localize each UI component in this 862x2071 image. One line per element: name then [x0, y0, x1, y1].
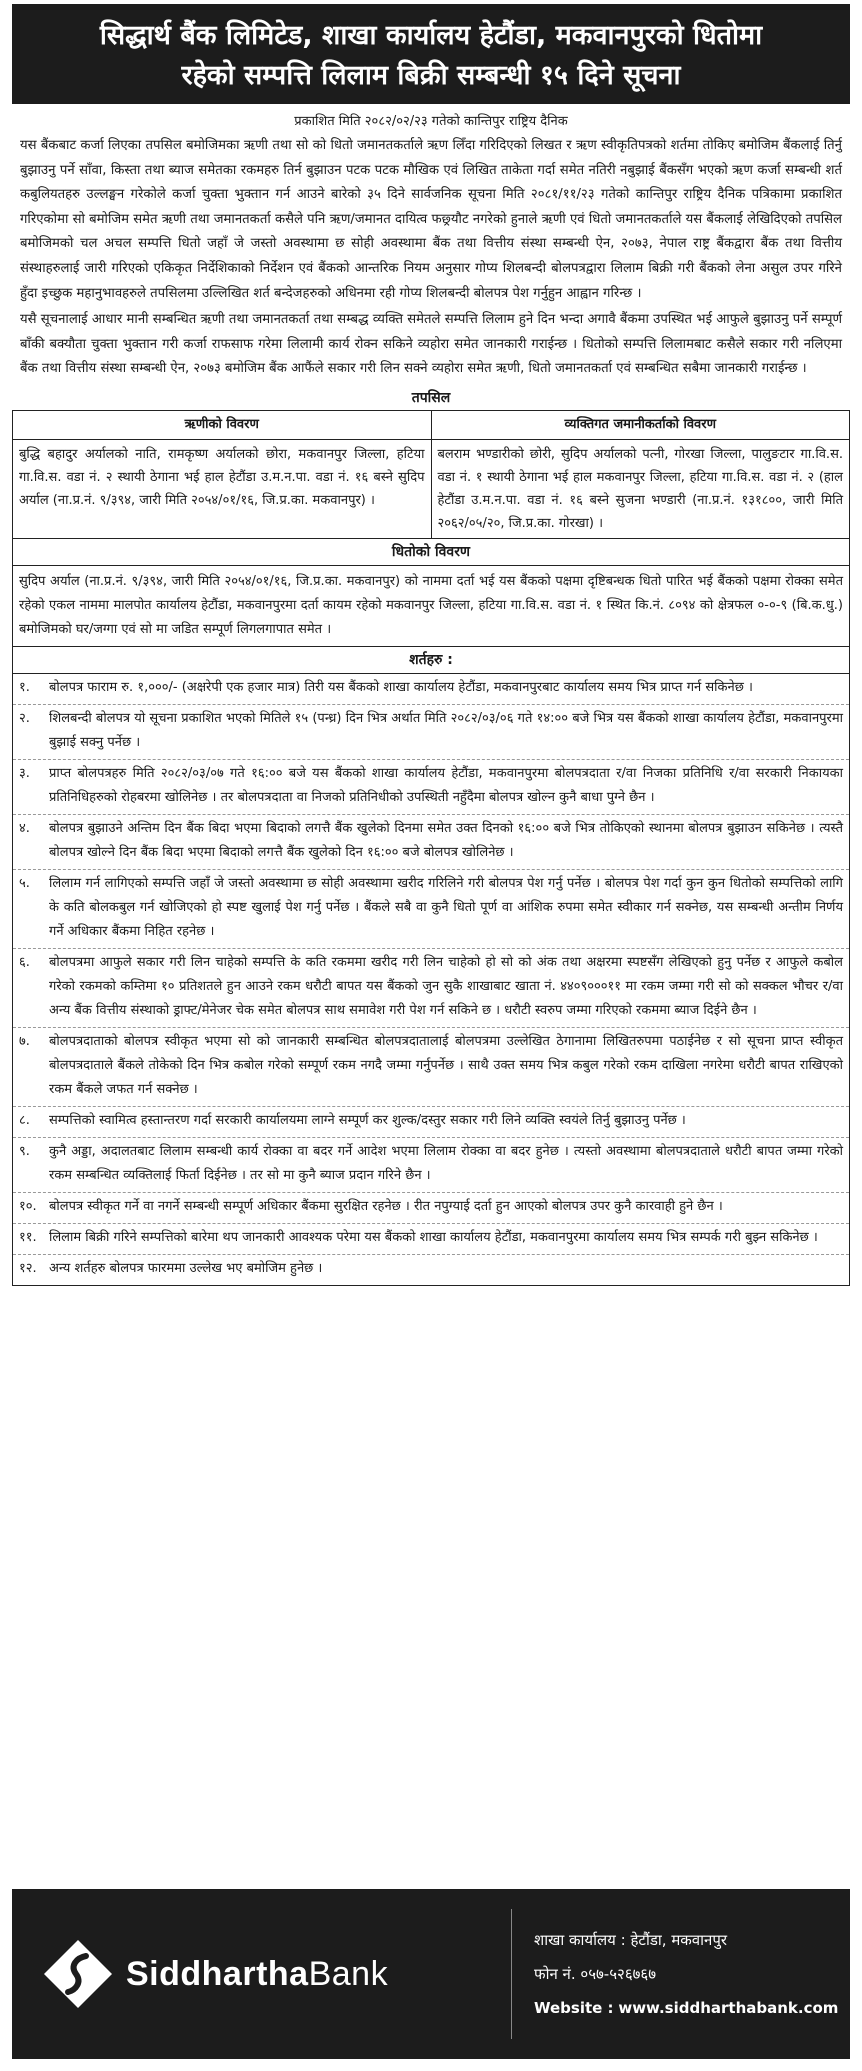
intro-paragraph-1: यस बैंकबाट कर्जा लिएका तपसिल बमोजिमका ऋणी तथा सो को धितो जमानतकर्ताले ऋण लिँदा गरिदिएको लिखत र ऋण स्वीकृतिपत्रको शर्तमा तोकिए बमोजिम बैंकलाई तिर्नु बुझाउनु पर्ने साँवा, किस्ता तथा ब्याज समेतका रकमहरु तिर्न बुझाउन पटक पटक मौखिक एवं लिखित ताकेता गर्दा समेत नतिरी नबुझाई बैंकसँग भएको ऋण कर्जा सम्बन्धी शर्त कबुलियतहरु उल्लङ्घन गरेकोले कर्जा चुक्ता भुक्तान गर्न आउने बारेको ३५ दिने सार्वजनिक सूचना मिति २०८१/११/२३ गतेको कान्तिपुर राष्ट्रिय दैनिक पत्रिकामा प्रकाशित गरिएकोमा सो बमोजिम समेत ऋणी तथा जमानतकर्ता कसैले पनि ऋण/जमानत दायित्व फछ्र्यौट नगरेको हुनाले ऋणी एवं धितो जमानतकर्ताले यस बैंकलाई लेखिदिएको तपसिल बमोजिमको चल अचल सम्पत्ति धितो जहाँ जे जस्तो अवस्थामा छ सोही अवस्थामा बैंक तथा वित्तीय संस्था सम्बन्धी ऐन, २०७३, नेपाल राष्ट्र बैंकद्वारा बैंक तथा वित्तीय संस्थाहरुलाई जारी गरिएको एकिकृत निर्देशिकाको निर्देशन एवं बैंकको आन्तरिक नियम अनुसार गोप्य शिलबन्दी बोलपत्रद्वारा लिलाम बिक्री गरी बैंकको लेना असुल उपर गरिने हुँदा इच्छुक महानुभावहरुले तपसिलमा उल्लिखित शर्त बन्देजहरुको अधिनमा रही गोप्य शिलबन्दी बोलपत्र पेश गर्नुहुन आह्वान गरिन्छ । [20, 138, 842, 301]
term-item [13, 760, 849, 815]
collateral-title: धितोको विवरण [13, 539, 849, 566]
guarantor-details: बलराम भण्डारीको छोरी, सुदिप अर्यालको पत्नी, गोरखा जिल्ला, पालुङटार गा.वि.स. वडा नं. १ स्थायी ठेगाना भई हाल मकवानपुर जिल्ला, हटिया गा.वि.स. वडा नं. २ (हाल हेटौंडा उ.म.न.पा. वडा नं. १६ बस्ने सुजना भण्डारी (ना.प्र.नं. १३१८००, जारी मिति २०६२/०५/२०, जि.प्र.का. गोरखा) । [431, 439, 850, 538]
term-item [13, 870, 849, 949]
title-line-1: सिद्धार्थ बैंक लिमिटेड, शाखा कार्यालय हेटौंडा, मकवानपुरको धितोमा [99, 20, 763, 51]
term-item [13, 1193, 849, 1224]
website-label: Website : [534, 1999, 614, 2017]
guarantor-header: व्यक्तिगत जमानीकर्ताको विवरण [431, 410, 850, 439]
term-number: ९. [19, 1143, 30, 1159]
borrower-guarantor-table [12, 410, 850, 539]
bank-logo [12, 1909, 512, 2039]
term-item [13, 949, 849, 1028]
term-number: ६. [19, 954, 30, 970]
intro-paragraph-2: यसै सूचनालाई आधार मानी सम्बन्धित ऋणी तथा जमानतकर्ता तथा सम्बद्ध व्यक्ति समेतले सम्पत्ति लिलाम हुने दिन भन्दा अगावै बैंकमा उपस्थित भई आफुले बुझाउनु पर्ने सम्पूर्ण बाँकी बक्यौता चुक्ता भुक्तान गरी कर्जा राफसाफ गरेमा लिलामी कार्य रोक्न सकिने व्यहोरा समेत जानकारी गराईन्छ । धितोको सम्पत्ति लिलामबाट कसैले सकार गरी नलिएमा बैंक तथा वित्तीय संस्था सम्बन्धी ऐन, २०७३ बमोजिम बैंक आफैंले सकार गरी लिन सक्ने व्यहोरा समेत ऋणी, धितो जमानतकर्ता एवं सम्बन्धित सबैमा जानकारी गराईन्छ । [20, 312, 842, 377]
term-item [13, 1255, 849, 1285]
website-line [534, 1991, 850, 2025]
term-item [13, 1107, 849, 1138]
term-text: अन्य शर्तहरु बोलपत्र फारममा उल्लेख भए बमोजिम हुनेछ । [49, 1260, 323, 1276]
collateral-box [12, 539, 850, 647]
term-number: ३. [19, 765, 30, 781]
term-number: ८. [19, 1112, 30, 1128]
term-number: १०. [19, 1198, 37, 1214]
term-item [13, 815, 849, 870]
title-banner [12, 4, 850, 104]
term-text: बोलपत्रदाताको बोलपत्र स्वीकृत भएमा सो को जानकारी सम्बन्धित बोलपत्रदातालाई बोलपत्रमा उल्लेखित ठेगानामा लिखितरुपमा पठाईनेछ र सो सूचना प्राप्त स्वीकृत बोलपत्रदाताले बैंकले तोकेको दिन भित्र कबोल गरेको सम्पूर्ण रकम नगदै जम्मा गर्नुपर्नेछ । साथै उक्त समय भित्र कबुल गरेको रकम दाखिला नगरेमा धरौटी बापत राखिएको रकम बैंकले जफत गर्न सक्नेछ । [49, 1033, 843, 1097]
term-text: प्राप्त बोलपत्रहरु मिति २०८२/०३/०७ गते १६:०० बजे यस बैंकको शाखा कार्यालय हेटौंडा, मकवानपुरमा बोलपत्रदाता र/वा निजका प्रतिनिधि र/वा सरकारी निकायका प्रतिनिधिहरुको रोहबरमा खोलिनेछ । तर बोलपत्रदाता वा निजको प्रतिनिधीको उपस्थिती नहुँदैमा बोलपत्र खोल्न कुनै बाधा पुग्ने छैन । [49, 765, 843, 805]
borrower-header: ऋणीको विवरण [13, 410, 432, 439]
branch-address: शाखा कार्यालय : हेटौंडा, मकवानपुर [534, 1931, 728, 1949]
terms-box [12, 647, 850, 1286]
borrower-details: बुद्धि बहादुर अर्यालको नाति, रामकृष्ण अर्यालको छोरा, मकवानपुर जिल्ला, हटिया गा.वि.स. वडा नं. २ स्थायी ठेगाना भई हाल हेटौंडा उ.म.न.पा. वडा नं. १६ बस्ने सुदिप अर्याल (ना.प्र.नं. ९/३९४, जारी मिति २०५४/०१/१६, जि.प्र.का. मकवानपुर) । [13, 439, 432, 538]
term-number: १२. [19, 1260, 37, 1276]
term-number: ४. [19, 820, 30, 836]
term-text: कुनै अड्डा, अदालतबाट लिलाम सम्बन्धी कार्य रोक्का वा बदर गर्ने आदेश भएमा लिलाम रोक्का वा बदर हुनेछ । त्यस्तो अवस्थामा बोलपत्रदाताले धरौटी बापत जम्मा गरेको रकम सम्बन्धित व्यक्तिलाई फिर्ता दिईनेछ । तर सो मा कुनै ब्याज प्रदान गरिने छैन । [49, 1143, 843, 1183]
term-number: ७. [19, 1033, 30, 1049]
terms-title: शर्तहरु : [13, 647, 849, 674]
term-item [13, 705, 849, 760]
term-number: ११. [19, 1229, 37, 1245]
term-item [13, 1028, 849, 1107]
title-line-2: रहेको सम्पत्ति लिलाम बिक्री सम्बन्धी १५ दिने सूचना [181, 60, 681, 91]
brand-bold: Siddhartha [126, 1954, 309, 1993]
term-text: बोलपत्र बुझाउने अन्तिम दिन बैंक बिदा भएमा बिदाको लगत्तै बैंक खुलेको दिनमा समेत उक्त दिनको १६:०० बजे भित्र तोकिएको स्थानमा बोलपत्र बुझाउन सकिनेछ । त्यस्तै बोलपत्र खोल्ने दिन बैंक बिदा भएमा बिदाको लगत्तै बैंक खुलेको दिन १६:०० बजे बोलपत्र खोलिनेछ । [49, 820, 843, 860]
phone-number: फोन नं. ०५७-५२६७६७ [534, 1965, 657, 1983]
term-text: बोलपत्रमा आफुले सकार गरी लिन चाहेको सम्पत्ति के कति रकममा खरीद गरी लिन चाहेको हो सो को अंक तथा अक्षरमा स्पष्टसँग लेखिएको हुनु पर्नेछ र आफुले कबोल गरेको रकमको कम्तिमा १० प्रतिशतले हुन आउने रकम धरौटी बापत यस बैंकको जुन सुकै शाखाबाट खाता नं. ४४०९०००११ मा रकम जम्मा गरी सो को सक्कल भौचर र/वा अन्य बैंक वित्तीय संस्थाको ड्राफ्ट/मेनेजर चेक समेत बोलपत्र साथ समावेश गरी पेश गर्न सकिने छ । धरौटी स्वरुप जम्मा गरिएको रकममा ब्याज दिईने छैन । [49, 954, 843, 1018]
term-item [13, 674, 849, 705]
schedule-title: तपसिल [411, 389, 451, 406]
term-text: शिलबन्दी बोलपत्र यो सूचना प्रकाशित भएको मितिले १५ (पन्ध्र) दिन भित्र अर्थात मिति २०८२/०३/०६ गते १४:०० बजे भित्र यस बैंकको शाखा कार्यालय हेटौंडा, मकवानपुरमा बुझाई सक्नु पर्नेछ । [49, 710, 843, 750]
bank-wordmark [126, 1955, 388, 1994]
term-item [13, 1138, 849, 1193]
term-number: १. [19, 679, 30, 695]
term-text: बोलपत्र फाराम रु. १,०००/- (अक्षरेपी एक हजार मात्र) तिरी यस बैंकको शाखा कार्यालय हेटौंडा, मकवानपुरबाट कार्यालय समय भित्र प्राप्त गर्न सकिनेछ । [49, 679, 753, 695]
website-link[interactable]: www.siddharthabank.com [618, 1999, 839, 2017]
term-text: बोलपत्र स्वीकृत गर्ने वा नगर्ने सम्बन्धी सम्पूर्ण अधिकार बैंकमा सुरक्षित रहनेछ । रीत नपुग्याई दर्ता हुन आएको बोलपत्र उपर कुनै कारवाही हुने छैन । [49, 1198, 723, 1214]
collateral-details: सुदिप अर्याल (ना.प्र.नं. ९/३९४, जारी मिति २०५४/०१/१६, जि.प्र.का. मकवानपुर) को नाममा दर्ता भई यस बैंकको पक्षमा दृष्टिबन्धक धितो पारित भई बैंकको पक्षमा रोक्का समेत रहेको एकल नाममा मालपोत कार्यालय हेटौंडा, मकवानपुरमा दर्ता कायम रहेको मकवानपुर जिल्ला, हटिया गा.वि.स. वडा नं. १ स्थित कि.नं. ८०९४ को क्षेत्रफल ०-०-९ (बि.क.धु.) बमोजिमको घर/जग्गा एवं सो मा जडित सम्पूर्ण लिगलगापात समेत । [19, 573, 843, 637]
published-note: प्रकाशित मिति २०८२/०२/२३ गतेको कान्तिपुर राष्ट्रिय दैनिक [294, 114, 568, 129]
bank-logo-icon [42, 1938, 114, 2010]
term-number: २. [19, 710, 30, 726]
footer-banner [12, 1889, 850, 2059]
term-item [13, 1224, 849, 1255]
contact-info [512, 1923, 850, 2025]
term-text: सम्पत्तिको स्वामित्व हस्तान्तरण गर्दा सरकारी कार्यालयमा लाग्ने सम्पूर्ण कर शुल्क/दस्तुर सकार गरी लिने व्यक्ति स्वयंले तिर्नु बुझाउनु पर्नेछ । [49, 1112, 686, 1128]
term-text: लिलाम गर्न लागिएको सम्पत्ति जहाँ जे जस्तो अवस्थामा छ सोही अवस्थामा खरीद गरिलिने गरी बोलपत्र पेश गर्नु पर्नेछ । बोलपत्र पेश गर्दा कुन कुन धितोको सम्पत्तिको लागि के कति बोलकबुल गर्न खोजिएको हो स्पष्ट खुलाई पेश गर्नु पर्नेछ । बैंकले सबै वा कुनै धितो पूर्ण वा आंशिक रुपमा समेत स्वीकार गर्न सक्नेछ, यस सम्बन्धी अन्तीम निर्णय गर्ने अधिकार बैंकमा निहित रहनेछ । [49, 875, 843, 939]
term-number: ५. [19, 875, 30, 891]
brand-regular: Bank [308, 1954, 389, 1993]
term-text: लिलाम बिक्री गरिने सम्पत्तिको बारेमा थप जानकारी आवश्यक परेमा यस बैंकको शाखा कार्यालय हेटौंडा, मकवानपुरमा कार्यालय समय भित्र सम्पर्क गरी बुझ्न सकिनेछ । [49, 1229, 818, 1245]
